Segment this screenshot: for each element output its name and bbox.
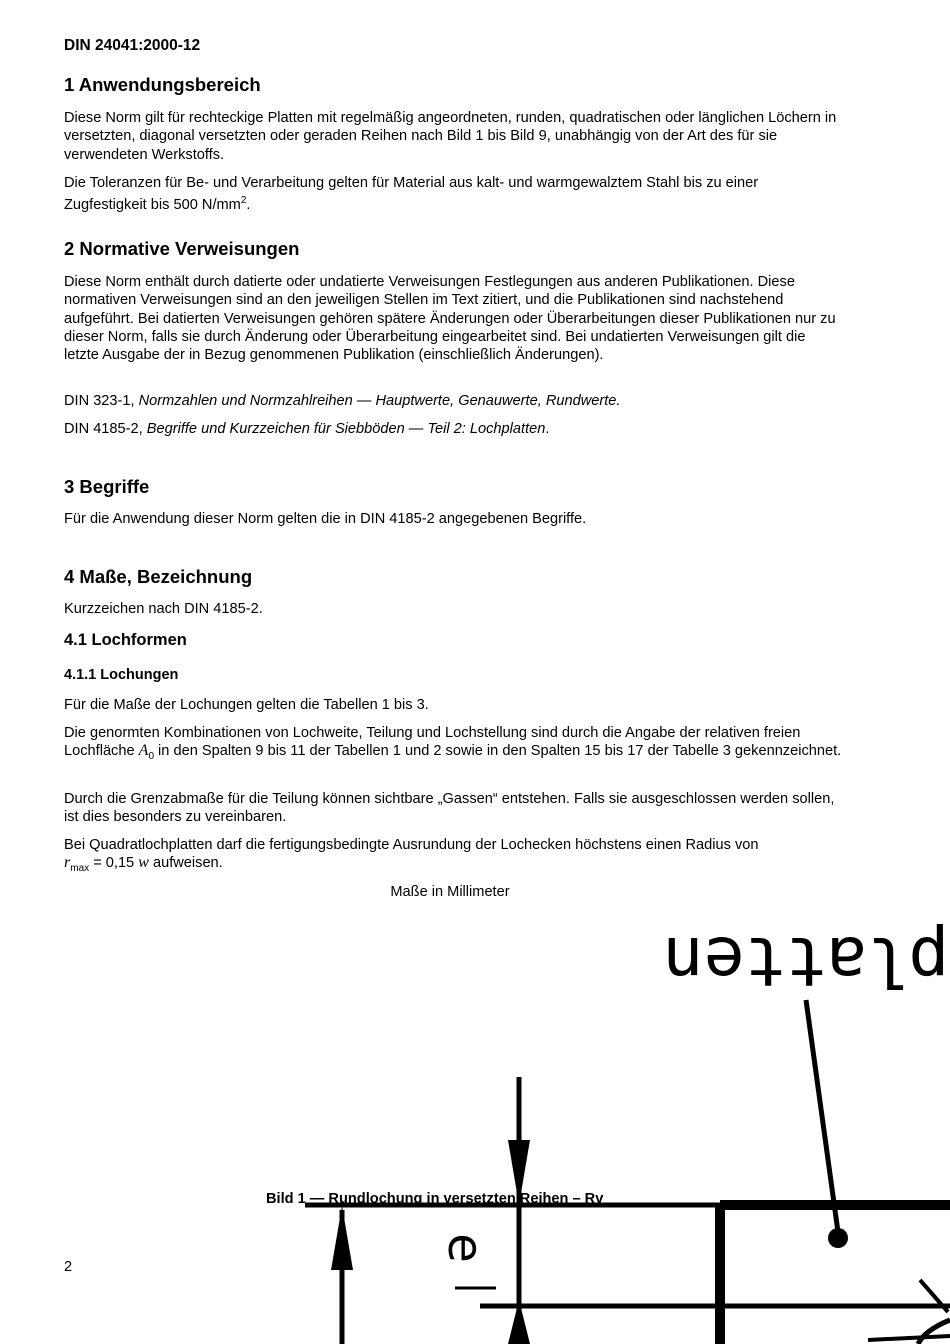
superscript-2: 2 (240, 195, 247, 207)
section-3-title: 3 Begriffe (64, 476, 150, 497)
subsection-4-1-1-title: 4.1.1 Lochungen (64, 667, 179, 683)
section-4-paragraph-5: Bei Quadratlochplatten darf die fertigungsbedingte Ausrundung der Lochecken höchstens einen Radius von $r_{max} = 0,15$ w aufweisen. (64, 837, 759, 875)
section-4-title: 4 Maße, Bezeichnung (64, 566, 253, 587)
figure-1-caption: Bild 1 — Rundlochung in versetzten Reihen – Rv (266, 1191, 604, 1207)
section-3-paragraph-1: Für die Anwendung dieser Norm gelten die in DIN 4185-2 angegebenen Begriffe. (64, 511, 587, 527)
section-4-paragraph-1: Kurzzeichen nach DIN 4185-2. (64, 601, 263, 617)
dimension-arrow-up-left (331, 1206, 353, 1270)
section-2-title: 2 Normative Verweisungen (64, 238, 300, 259)
hole-arc (918, 1320, 950, 1344)
section-1-title: 1 Anwendungsbereich (64, 74, 261, 95)
document-header: DIN 24041:2000-12 (64, 37, 201, 54)
figure-label-e1: e (437, 1233, 493, 1263)
section-2-paragraph-1: Diese Norm enthält durch datierte oder undatierte Verweisungen Festlegungen aus anderen Publikationen. Diese normativen Verweisungen sind an den jeweiligen Stellen im Text zitiert, und die Publikationen sind nachstehend aufgeführt. Bei datierten Verweisungen gehören spätere Änderungen oder Überarbeitungen dieser Publikationen nur zu dieser Norm, falls sie durch Änderung oder Überarbeitung eingearbeitet sind. Bei undatierten Verweisungen gilt die letzte Ausgabe der in Bezug genommenen Publikation (einschließlich Änderungen). (64, 274, 836, 364)
page-number: 2 (64, 1259, 73, 1275)
units-note: Maße in Millimeter (390, 884, 510, 900)
leader-line (806, 1000, 838, 1232)
section-4-paragraph-4: Durch die Grenzabmaße für die Teilung können sichtbare „Gassen“ entstehen. Falls sie ausgeschlossen werden sollen, ist dies besonders zu vereinbaren. (64, 791, 835, 826)
figure-label-platten: platten (662, 921, 950, 1000)
section-1-paragraph-2: Die Toleranzen für Be- und Verarbeitung gelten für Material aus kalt- und warmgewalztem Stahl bis zu einer Zugfestigkeit bis 500 $N/mm^2$. (64, 175, 759, 214)
section-4-paragraph-3: Die genormten Kombinationen von Lochweite, Teilung und Lochstellung sind durch die Angabe der relativen freien Lochfläche $A_0$ in den Spalten 9 bis 11 der Tabellen 1 und 2 sowie in den Spalten 15 bis 17 der Tabelle 3 gekennzeichnet. (64, 725, 842, 763)
subsection-4-1-title: 4.1 Lochformen (64, 631, 187, 649)
section-1-paragraph-1: Diese Norm gilt für rechteckige Platten mit regelmäßig angeordneten, runden, quadratischen oder länglichen Löchern in versetzten, diagonal versetzten oder geraden Reihen nach Bild 1 bis Bild 9, unabhängig von der Art des für sie verwendeten Werkstoffs. (64, 110, 837, 163)
leader-dot (828, 1228, 848, 1248)
reference-din-4185-2: DIN 4185-2, Begriffe und Kurzzeichen für Siebböden — Teil 2: Lochplatten. (64, 421, 550, 437)
hole-center-line (868, 1336, 950, 1340)
section-4-paragraph-2: Für die Maße der Lochungen gelten die Tabellen 1 bis 3. (64, 697, 429, 713)
reference-din-323-1: DIN 323-1, Normzahlen und Normzahlreihen — Hauptwerte, Genauwerte, Rundwerte. (64, 393, 621, 409)
